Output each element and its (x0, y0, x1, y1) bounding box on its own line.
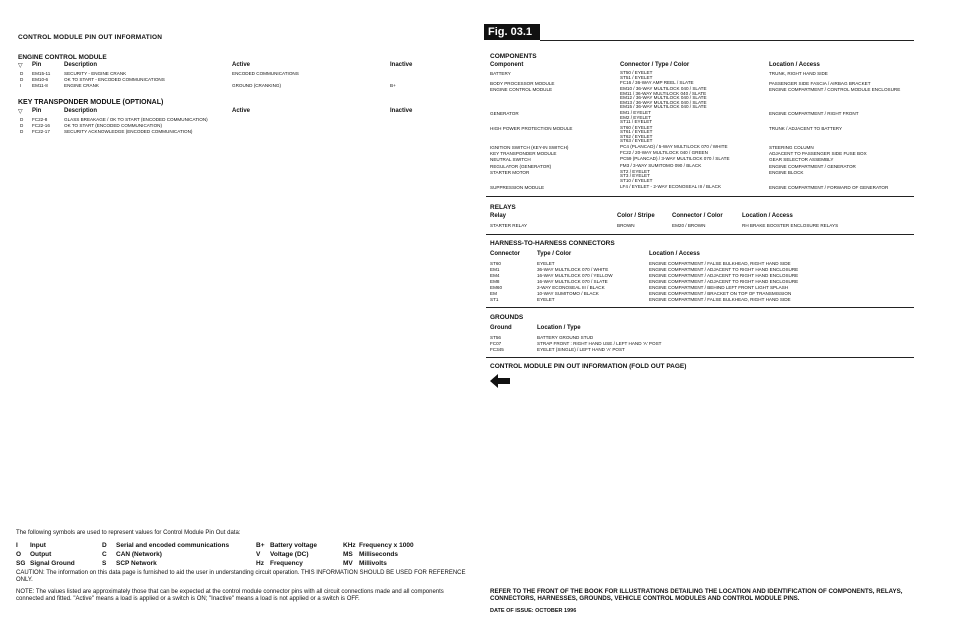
col-description: Description (64, 62, 98, 68)
table-row (490, 157, 914, 162)
symbol-label: SCP Network (116, 560, 157, 567)
rule (486, 196, 914, 197)
header-rule (540, 40, 914, 41)
relay-location: RH BRAKE BOOSTER ENCLOSURE RELAYS (742, 223, 839, 228)
component-name: REGULATOR (GENERATOR) (490, 163, 552, 169)
symbol-label: Output (30, 551, 52, 558)
rule (486, 307, 914, 308)
symbol-code: D (102, 542, 107, 549)
pin-number: FC22-17 (32, 129, 50, 134)
symbol-code: C (102, 551, 107, 558)
component-location: TRUNK / ADJACENT TO BATTERY (769, 125, 843, 131)
col-location: Location / Access (769, 62, 820, 68)
pin-io-type: D (20, 71, 24, 76)
table-row (490, 71, 914, 80)
component-name: BODY PROCESSOR MODULE (490, 81, 555, 87)
component-connector: EM10 / 36-WAY MULTILOCK 040 / SLATE EM11 / 36-WAY MULTILOCK 040 / SLATE EM12 / 36-WAY MULTILOCK 040 / SLATE EM13 / 36-WAY MULTILOCK 040 / SLATE EM15 / 36-WAY MULTILOCK 040 / SLATE (620, 86, 707, 110)
col-color-stripe: Color / Stripe (617, 213, 655, 219)
harness-type: EYELET (537, 297, 555, 302)
ground-location: EYELET (SINGLE) / LEFT HAND 'A' POST (537, 347, 625, 352)
harness-type: 2-WAY ECONOSEAL III / BLACK (537, 285, 605, 290)
component-connector: PC4 (PLANCAD) / 5-WAY MULTILOCK 070 / WHITE (620, 144, 728, 149)
component-connector: ST50 / EYELET ST51 / EYELET (620, 70, 653, 80)
harness-connector: EM (490, 291, 497, 296)
ground-location: BATTERY GROUND STUD (537, 335, 594, 340)
col-ground: Ground (490, 325, 512, 331)
col-inactive: Inactive (390, 62, 413, 68)
col-component: Component (490, 62, 524, 68)
pin-io-type: D (20, 117, 24, 122)
col-pin: Pin (32, 108, 42, 114)
harness-connector: EM60 (490, 285, 503, 290)
table-row (490, 185, 914, 190)
pin-description: GLASS BREAKAGE / OK TO START (ENCODED COMMUNICATION) (64, 117, 208, 122)
harness-location: ENGINE COMPARTMENT / FALSE BULKHEAD, RIGHT HAND SIDE (649, 261, 791, 266)
pin-io-type: D (20, 129, 24, 134)
component-name: ENGINE CONTROL MODULE (490, 87, 553, 93)
symbol-label: Milliseconds (359, 551, 399, 558)
symbol-code: S (102, 560, 107, 567)
harness-location: ENGINE COMPARTMENT / ADJACENT TO RIGHT HAND ENCLOSURE (649, 279, 799, 284)
col-relay: Relay (490, 213, 507, 219)
harness-connector: ST1 (490, 297, 499, 302)
pin-number: EM15-11 (32, 71, 51, 76)
symbol-code: MS (343, 551, 353, 558)
table-row (490, 111, 914, 125)
page-title: CONTROL MODULE PIN OUT INFORMATION (18, 34, 163, 41)
component-name: KEY TRANSPONDER MODULE (490, 151, 557, 157)
harness-heading: HARNESS-TO-HARNESS CONNECTORS (490, 240, 615, 247)
pin-number: FC22-8 (32, 117, 48, 122)
table-row (490, 151, 914, 156)
arrow-left-icon[interactable] (490, 373, 512, 389)
symbol-label: Voltage (DC) (270, 551, 309, 558)
harness-connector: EM4 (490, 273, 500, 278)
pin-io-type: I (20, 83, 22, 88)
harness-type: 10-WAY SUMITOMO / BLACK (537, 291, 599, 296)
component-name: HIGH POWER PROTECTION MODULE (490, 125, 573, 131)
relays-heading: RELAYS (490, 204, 516, 211)
component-connector: EM1 / EYELET EM2 / EYELET ST11 / EYELET (620, 110, 653, 125)
col-active: Active (232, 108, 251, 114)
col-ground-location: Location / Type (537, 325, 581, 331)
symbol-label: Millivolts (359, 560, 387, 567)
component-connector: FC16 / 36-WAY AMP REEL / SLATE (620, 80, 694, 86)
harness-connector: ST60 (490, 261, 501, 266)
relay-connector: EM20 / BROWN (672, 223, 706, 228)
table-row (18, 83, 458, 89)
symbol-label: Input (30, 542, 46, 549)
component-location: ADJACENT TO PASSENGER SIDE FUSE BOX (769, 151, 867, 157)
component-location: ENGINE COMPARTMENT / CONTROL MODULE ENCLOSURE (769, 87, 901, 93)
harness-location: ENGINE COMPARTMENT / BRACKET ON TOP OF TRANSMISSION (649, 291, 792, 296)
table-row (490, 170, 914, 184)
symbol-code: B+ (256, 542, 265, 549)
pin-description: SECURITY - ENGINE CRANK (64, 71, 127, 76)
components-heading: COMPONENTS (490, 53, 537, 60)
harness-type: EYELET (537, 261, 555, 266)
component-name: BATTERY (490, 71, 511, 76)
pin-description: OK TO START (ENCODED COMMUNICATION) (64, 123, 163, 128)
symbol-code: O (16, 551, 22, 558)
grounds-heading: GROUNDS (490, 314, 524, 321)
component-name: GENERATOR (490, 111, 519, 117)
ground-id: FC345 (490, 347, 504, 352)
engine-section-heading: ENGINE CONTROL MODULE (18, 54, 107, 61)
col-description: Description (64, 108, 98, 114)
component-location: GEAR SELECTOR ASSEMBLY (769, 157, 834, 163)
table-row (490, 87, 914, 110)
caution-text: CAUTION: The information on this data page is furnished to aid the user in understanding circuit operation. THIS INFORMATION SHOULD BE USED FOR REFERENCE ONLY. (16, 570, 466, 583)
symbol-code: MV (343, 560, 353, 567)
symbol-label: Serial and encoded communications (116, 542, 230, 549)
footer-reference: REFER TO THE FRONT OF THE BOOK FOR ILLUSTRATIONS DETAILING THE LOCATION AND IDENTIFICATION OF COMPONENTS, RELAYS, CONNECTORS, HARNESSES, GROUNDS, VEHICLE CONTROL MODULES AND CONTROL MODULE PINS. (490, 588, 903, 602)
note-text: NOTE: The values listed are approximately those that can be expected at the control module connector pins with all circuit connections made and all components connected and fitted. "Active" means a load is applied or a switch is ON; "Inactive" means a load is not applied or a switch is OFF. (16, 589, 444, 602)
ground-id: FC07 (490, 341, 502, 346)
table-row (490, 126, 914, 144)
component-location: ENGINE BLOCK (769, 169, 804, 175)
key-column-headers: ▽ Pin Description Active Inactive (18, 108, 413, 115)
legend-intro: The following symbols are used to represent values for Control Module Pin Out data: (16, 530, 241, 536)
figure-label: Fig. 03.1 (484, 24, 540, 40)
engine-column-headers: ▽ Pin Description Active Inactive (18, 62, 413, 69)
pin-number: EM10-6 (32, 77, 49, 82)
component-location: TRUNK, RIGHT HAND SIDE (769, 71, 828, 76)
relay-color: BROWN (617, 223, 635, 228)
component-connector: FC22 / 20-WAY MULTILOCK 040 / GREEN (620, 150, 708, 156)
symbol-code: I (16, 542, 18, 549)
symbol-label: CAN (Network) (116, 551, 162, 558)
col-connector: Connector / Type / Color (620, 62, 690, 68)
symbol-code: KHz (343, 542, 356, 549)
col-inactive: Inactive (390, 108, 413, 114)
pin-active: ENCODED COMMUNICATIONS (232, 71, 299, 76)
component-location: PASSENGER SIDE FASCIA / AIRBAG BRACKET (769, 81, 871, 87)
col-harness-type: Type / Color (537, 251, 572, 257)
component-name: NEUTRAL SWITCH (490, 157, 531, 163)
component-location: STEERING COLUMN (769, 145, 814, 150)
symbol-code: V (256, 551, 261, 558)
harness-type: 16-WAY MULTILOCK 070 / YELLOW (537, 273, 613, 278)
col-relay-connector: Connector / Color (672, 213, 723, 219)
pin-description: SECURITY ACKNOWLEDGE (ENCODED COMMUNICATION) (64, 129, 193, 134)
table-row (490, 81, 914, 86)
component-connector: ST2 / EYELET ST3 / EYELET ST10 / EYELET (620, 168, 653, 183)
harness-type: 36-WAY MULTILOCK 070 / WHITE (537, 267, 609, 272)
ground-location: STRAP FRONT : RIGHT HAND USE / LEFT HAND 'A' POST (537, 341, 662, 346)
symbol-code: Hz (256, 560, 264, 567)
issue-date: DATE OF ISSUE: OCTOBER 1996 (490, 608, 577, 614)
symbol-label: Signal Ground (30, 560, 75, 567)
harness-location: ENGINE COMPARTMENT / ADJACENT TO RIGHT HAND ENCLOSURE (649, 273, 799, 278)
component-connector: LF4 / EYELET - 2-WAY ECONOSEAL III / BLACK (620, 183, 722, 189)
component-location: ENGINE COMPARTMENT / GENERATOR (769, 163, 856, 169)
col-relay-location: Location / Access (742, 213, 793, 219)
col-pin: Pin (32, 62, 42, 68)
col-active: Active (232, 62, 251, 68)
pin-io-type: D (20, 123, 24, 128)
harness-connector: EM1 (490, 267, 500, 272)
symbol-label: Frequency x 1000 (359, 542, 414, 549)
relay-name: STARTER RELAY (490, 223, 528, 228)
pin-number: EM11-8 (32, 83, 48, 88)
harness-location: ENGINE COMPARTMENT / BEHIND LEFT FRONT LIGHT SPLASH (649, 285, 789, 290)
harness-connector: EM8 (490, 279, 500, 284)
rule (486, 357, 914, 358)
pin-description: OK TO START - ENCODED COMMUNICATIONS (64, 77, 165, 82)
harness-location: ENGINE COMPARTMENT / ADJACENT TO RIGHT HAND ENCLOSURE (649, 267, 799, 272)
component-name: STARTER MOTOR (490, 169, 530, 175)
symbol-code: SG (16, 560, 26, 567)
component-connector: FM3 / 3-WAY SUMITOMO 090 / BLACK (620, 162, 702, 168)
pin-inactive: B+ (390, 83, 396, 88)
table-row (490, 145, 914, 150)
component-name: IGNITION SWITCH (KEY-IN SWITCH) (490, 145, 569, 150)
component-connector: ST60 / EYELET ST61 / EYELET ST62 / EYELET ST63 / EYELET (620, 124, 653, 144)
harness-location: ENGINE COMPARTMENT / FALSE BULKHEAD, RIGHT HAND SIDE (649, 297, 791, 302)
symbol-label: Frequency (270, 560, 303, 567)
harness-type: 16-WAY MULTILOCK 070 / SLATE (537, 279, 608, 284)
pin-active: GROUND (CRANKING) (232, 83, 281, 88)
pin-io-type: D (20, 77, 24, 82)
rule (486, 234, 914, 235)
ground-id: ST56 (490, 335, 501, 340)
table-row (490, 164, 914, 169)
component-name: SUPPRESSION MODULE (490, 184, 545, 190)
col-harness-location: Location / Access (649, 251, 700, 257)
col-harness-connector: Connector (490, 251, 520, 257)
symbol-label: Battery voltage (270, 542, 317, 549)
pin-number: FC22-16 (32, 123, 50, 128)
foldout-heading: CONTROL MODULE PIN OUT INFORMATION (FOLD OUT PAGE) (490, 363, 687, 370)
key-section-heading: KEY TRANSPONDER MODULE (OPTIONAL) (18, 99, 164, 106)
component-location: ENGINE COMPARTMENT / RIGHT FRONT (769, 111, 859, 117)
pin-description: ENGINE CRANK (64, 83, 99, 88)
component-location: ENGINE COMPARTMENT / FORWARD OF GENERATOR (769, 184, 889, 190)
table-row (18, 129, 458, 135)
component-connector: PC59 (PLANCAD) / 3-WAY MULTILOCK 070 / SLATE (620, 156, 730, 162)
